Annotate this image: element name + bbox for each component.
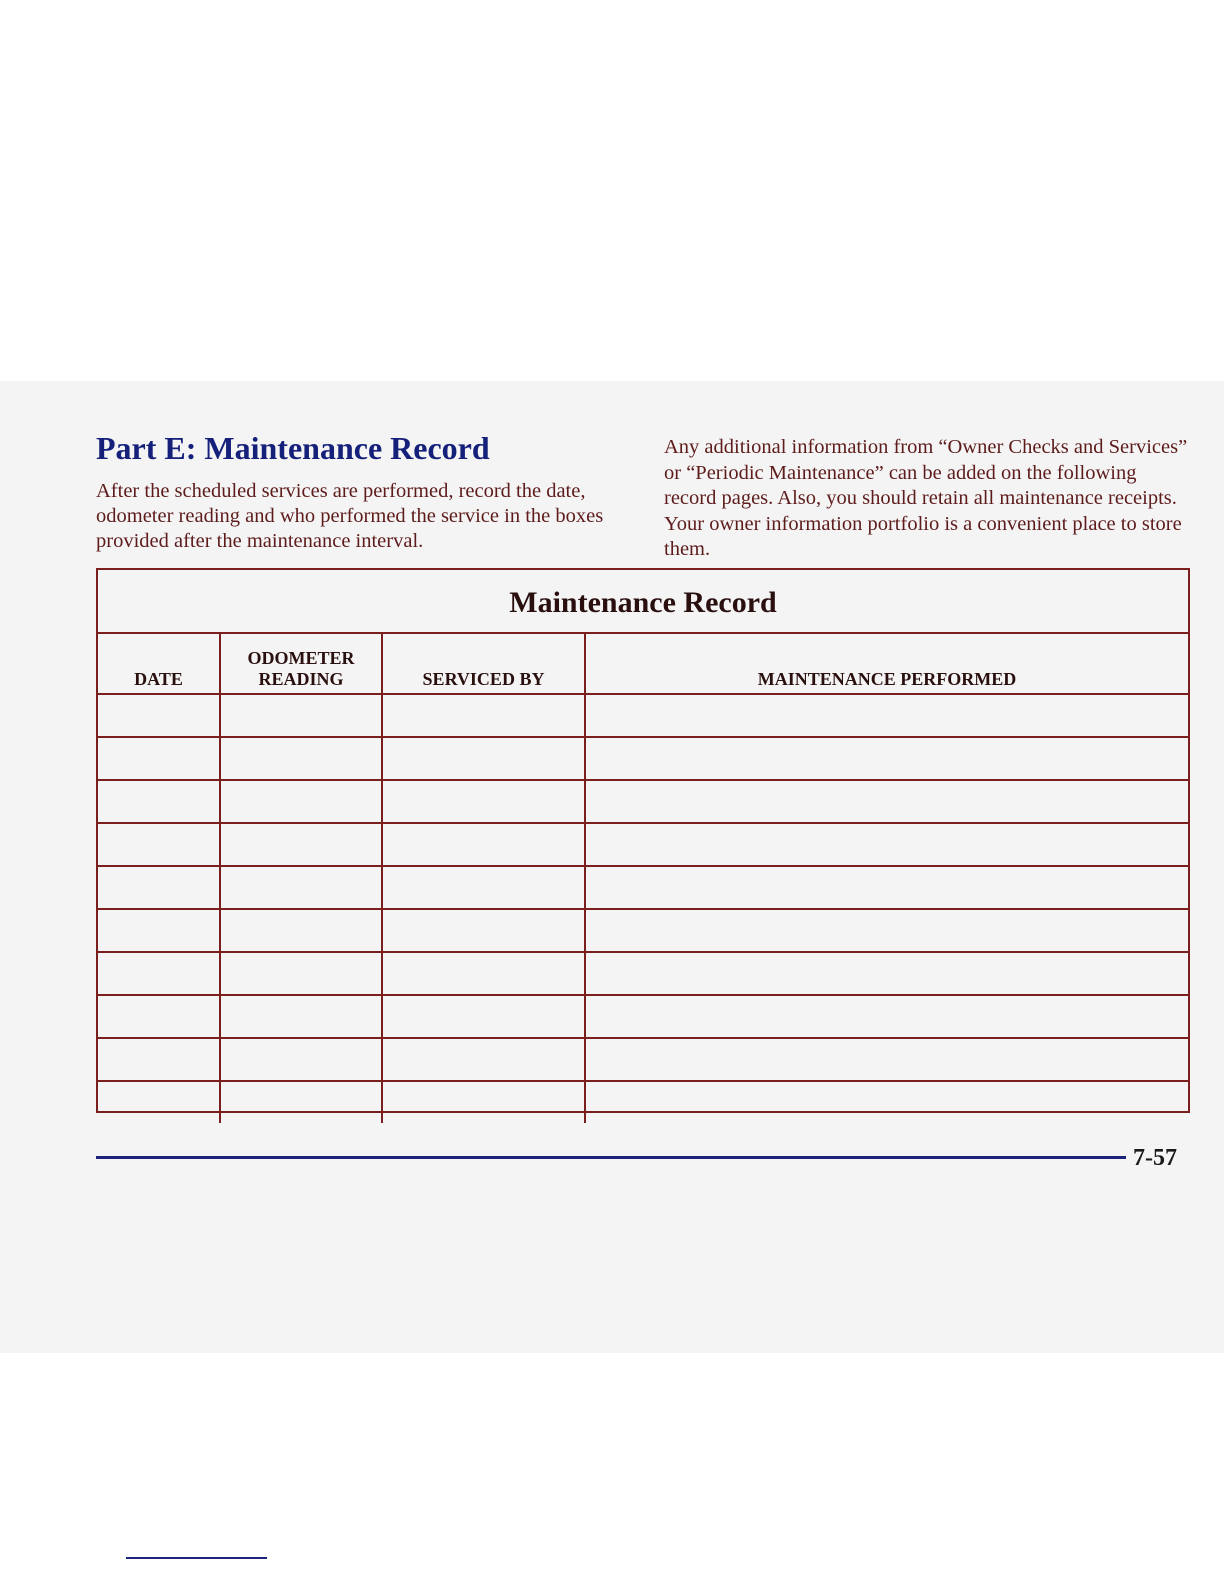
odometer-cell <box>220 952 382 995</box>
maintenance-cell <box>585 780 1188 823</box>
column-header-serviced-by: SERVICED BY <box>382 634 585 694</box>
odometer-cell <box>220 866 382 909</box>
serviced-by-cell <box>382 823 585 866</box>
bottom-rule <box>126 1557 267 1559</box>
date-cell <box>98 1081 220 1123</box>
date-cell <box>98 1038 220 1081</box>
odometer-cell <box>220 737 382 780</box>
odometer-cell <box>220 823 382 866</box>
table-row <box>98 1038 1188 1081</box>
serviced-by-cell <box>382 780 585 823</box>
date-cell <box>98 952 220 995</box>
maintenance-cell <box>585 1081 1188 1123</box>
maintenance-cell <box>585 823 1188 866</box>
section-heading: Part E: Maintenance Record <box>96 430 490 466</box>
column-header-maintenance-performed: MAINTENANCE PERFORMED <box>585 634 1188 694</box>
record-table <box>98 634 1188 1123</box>
intro-paragraph-right: Any additional information from “Owner Checks and Services” or “Periodic Maintenance” can be added on the following record pages. Also, you should retain all maintenance receipts. Your owner information portfolio is a convenient place to store them. <box>664 436 1188 560</box>
maintenance-cell <box>585 737 1188 780</box>
record-title: Maintenance Record <box>98 570 1188 634</box>
date-cell <box>98 737 220 780</box>
date-cell <box>98 909 220 952</box>
odometer-cell <box>220 995 382 1038</box>
column-header-odometer-reading: ODOMETER READING <box>220 634 382 694</box>
table-row <box>98 737 1188 780</box>
table-row <box>98 823 1188 866</box>
footer-rule <box>96 1156 1126 1159</box>
odometer-cell <box>220 780 382 823</box>
odometer-cell <box>220 1038 382 1081</box>
serviced-by-cell <box>382 952 585 995</box>
odometer-cell <box>220 909 382 952</box>
maintenance-cell <box>585 909 1188 952</box>
date-cell <box>98 694 220 737</box>
table-row <box>98 866 1188 909</box>
serviced-by-cell <box>382 1038 585 1081</box>
page-number: 7-57 <box>1133 1145 1177 1171</box>
serviced-by-cell <box>382 1081 585 1123</box>
date-cell <box>98 823 220 866</box>
maintenance-cell <box>585 866 1188 909</box>
odometer-cell <box>220 694 382 737</box>
maintenance-cell <box>585 952 1188 995</box>
serviced-by-cell <box>382 995 585 1038</box>
column-header-date: DATE <box>98 634 220 694</box>
serviced-by-cell <box>382 737 585 780</box>
odometer-cell <box>220 1081 382 1123</box>
table-row <box>98 780 1188 823</box>
table-row <box>98 952 1188 995</box>
serviced-by-cell <box>382 694 585 737</box>
maintenance-record-form <box>96 568 1190 1113</box>
table-row <box>98 1081 1188 1123</box>
maintenance-cell <box>585 995 1188 1038</box>
maintenance-cell <box>585 1038 1188 1081</box>
table-row <box>98 909 1188 952</box>
date-cell <box>98 780 220 823</box>
record-rows <box>98 694 1188 1123</box>
serviced-by-cell <box>382 866 585 909</box>
serviced-by-cell <box>382 909 585 952</box>
maintenance-cell <box>585 694 1188 737</box>
date-cell <box>98 866 220 909</box>
intro-paragraph-left: After the scheduled services are performed, record the date, odometer reading and who performed the service in the boxes provided after the maintenance interval. <box>96 480 604 552</box>
table-header-row <box>98 634 1188 694</box>
date-cell <box>98 995 220 1038</box>
table-row <box>98 995 1188 1038</box>
table-row <box>98 694 1188 737</box>
